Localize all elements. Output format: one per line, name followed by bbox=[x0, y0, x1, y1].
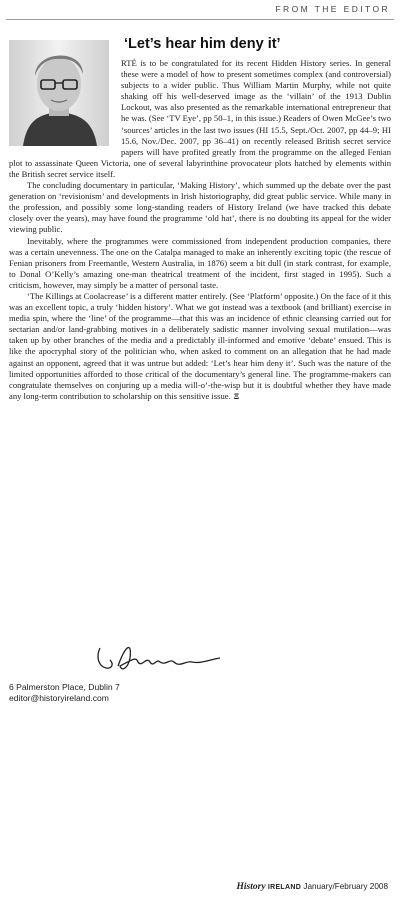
page-footer bbox=[237, 882, 388, 892]
footer-issue: January/February 2008 bbox=[303, 882, 388, 891]
paragraph: Inevitably, where the programmes were commissioned from independent production companies, there was a certain unevenness. The one on the Catalpa managed to make an inherently exciting topic (the rescue of Fenian prisoners from Freemantle, Western Australia, in 1876) seem a bit dull (in stark contrast, for example, to Donal O’Kelly’s amazing one-man theatrical treatment of the incident, first staged in 1995). Such a criticism, however, may simply be a matter of personal taste. bbox=[9, 235, 391, 290]
contact-block bbox=[9, 682, 120, 704]
article-body bbox=[9, 58, 391, 402]
paragraph: The concluding documentary in particular, ‘Making History’, which summed up the debate over the past generation on ‘revisionism’ and developments in Irish historiography, did great public service. While many in the profession, and possibly some long-standing readers of History Ireland (we have tracked this debate closely over the years), may have found the programme ‘old hat’, there is no doubting its appeal for the wider viewing public. bbox=[9, 180, 391, 235]
postal-address: 6 Palmerston Place, Dublin 7 bbox=[9, 682, 120, 692]
email-address: editor@historyireland.com bbox=[9, 693, 109, 703]
footer-magazine: History bbox=[236, 882, 266, 892]
section-label: FROM THE EDITOR bbox=[275, 4, 390, 14]
paragraph: RTÉ is to be congratulated for its recent Hidden History series. In general these were a model of how to present sometimes complex (and controversial) subjects to a wider public. Thus William Martin Murphy, while not quite shaking off his well-deserved image as the ‘villain’ of the 1913 Dublin Lockout, was also presented as the remarkable international entrepreneur that he was. (See ‘TV Eye’, pp 50–1, in this issue.) Readers of Owen McGee’s two ‘sources’ articles in the last two issues (HI 15.5, Sept./Oct. 2007, pp 44–9; HI 15.6, Nov./Dec. 2007, pp 36–41) on recently released British secret service papers will have profited greatly from the programme on the alleged Fenian plot to assassinate Queen Victoria, one of several labyrinthine provocateur plots hatched by elements within the British secret service itself. bbox=[9, 58, 392, 179]
editor-signature bbox=[92, 638, 242, 674]
end-mark-icon: Ξ bbox=[233, 391, 240, 401]
paragraph-text: ‘The Killings at Coolacrease’ is a different matter entirely. (See ‘Platform’ opposite.) On the face of it this was an excellent topic, a truly ‘hidden history’. What we got instead was a textbook (and brilliant) exercise in media spin, where the ‘line’ of the programme—that this was an incidence of ethnic cleansing carried out for sectarian and/or land-grabbing motives in a deliberately sadistic manner involving sexual mutilation—was taken up by other branches of the media and a predictably ill-informed and emotive ‘debate’ ensued. This is like the apocryphal story of the politician who, when asked to comment on an allegation that he had made against an opponent, agreed that it was untrue but added: ‘Let’s hear him deny it’. Such was the nature of the limited opportunities afforded to those critical of the documentary’s general line. The programme-makers can congratulate themselves on conjuring up a media will-o’-the-wisp but it is doubtful whether they have made any long-term contribution to scholarship on this sensitive issue. bbox=[9, 290, 391, 401]
header-divider bbox=[6, 19, 394, 20]
article-title: ‘Let’s hear him deny it’ bbox=[124, 36, 281, 52]
paragraph bbox=[9, 291, 391, 402]
portrait-wrap-spacer bbox=[9, 58, 121, 154]
footer-country: IRELAND bbox=[267, 884, 302, 891]
